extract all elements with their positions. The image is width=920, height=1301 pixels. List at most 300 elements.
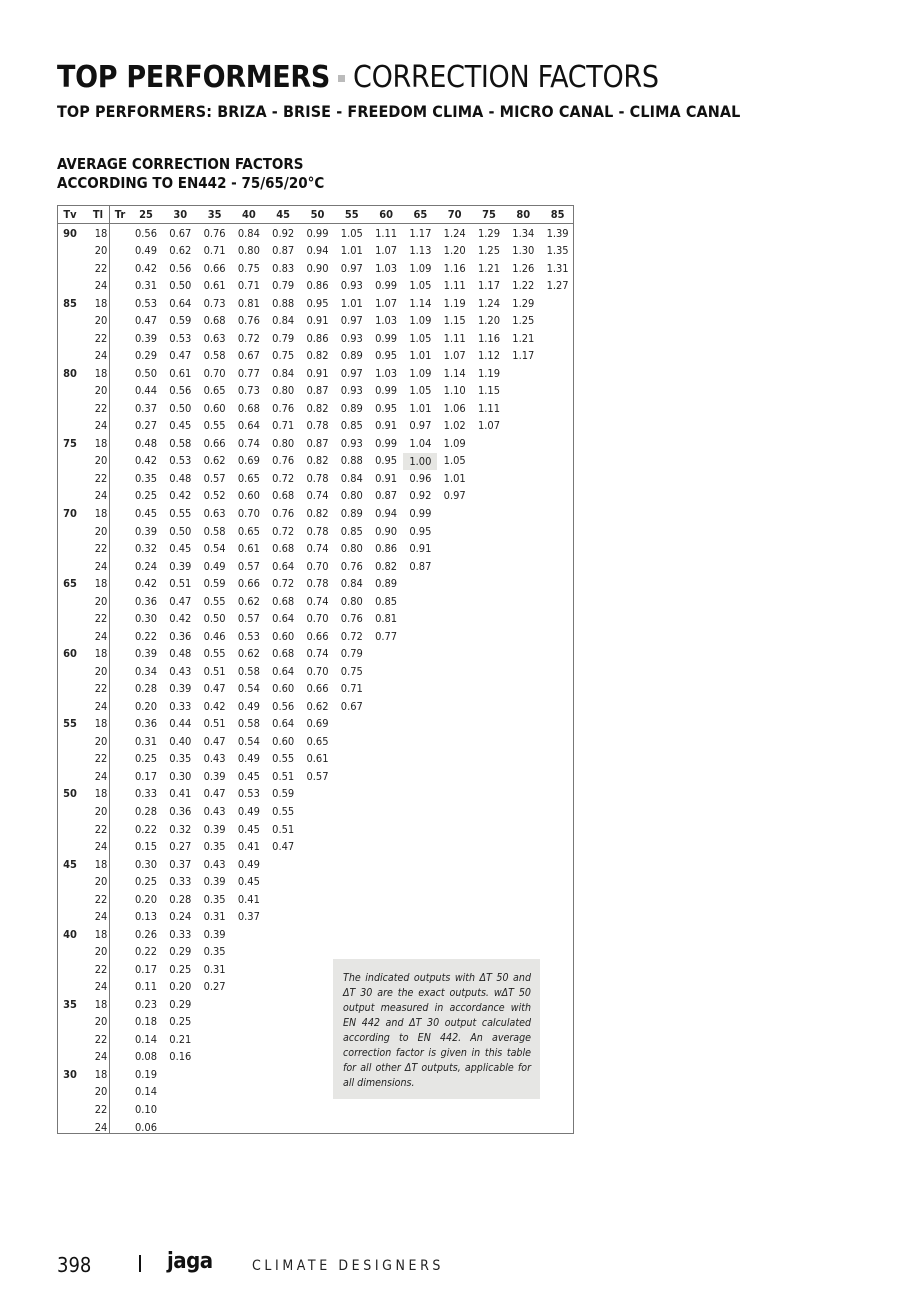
table-cell: 0.87 [306,436,329,450]
section-heading-line1: AVERAGE CORRECTION FACTORS [57,155,304,173]
table-cell: 0.47 [203,734,226,748]
table-cell: 1.01 [409,401,432,415]
table-cell: 0.13 [134,910,158,924]
row-tv-label: 35 [63,997,77,1011]
table-cell: 0.55 [203,594,226,608]
table-cell: 1.03 [375,314,398,328]
table-cell: 0.58 [203,524,226,538]
table-cell: 0.62 [169,244,192,258]
row-tl-label: 20 [94,875,108,889]
header-divider [58,223,573,224]
table-cell: 0.57 [203,471,226,485]
table-cell: 1.12 [477,349,501,363]
table-cell: 0.51 [203,664,226,678]
table-cell: 1.26 [512,261,535,275]
table-cell: 0.50 [169,401,192,415]
row-tl-label: 18 [94,577,108,591]
table-cell: 0.91 [306,314,329,328]
page-subtitle: TOP PERFORMERS: BRIZA - BRISE - FREEDOM CLIMA - MICRO CANAL - CLIMA CANAL [57,102,741,121]
table-cell: 0.25 [134,489,158,503]
table-cell: 0.84 [237,226,260,240]
table-cell: 0.45 [237,769,260,783]
table-cell: 0.65 [237,471,260,485]
table-cell: 0.39 [203,769,226,783]
header-column-35: 35 [207,207,222,221]
table-cell: 0.76 [340,612,363,626]
row-tl-label: 22 [94,471,108,485]
table-cell: 0.91 [375,471,398,485]
table-cell: 0.23 [134,997,158,1011]
table-cell: 1.13 [409,244,432,258]
table-cell: 0.25 [169,962,192,976]
table-cell: 0.78 [306,524,329,538]
table-cell: 0.87 [306,384,329,398]
table-cell: 0.19 [134,1067,158,1081]
table-cell: 1.29 [512,296,535,310]
row-tl-label: 22 [94,261,108,275]
table-cell: 0.56 [134,226,158,240]
table-cell: 0.87 [375,489,398,503]
table-cell: 1.07 [477,419,501,433]
table-cell: 0.35 [203,892,226,906]
table-cell: 0.53 [237,629,260,643]
table-cell: 0.97 [409,419,432,433]
table-cell: 0.82 [306,349,329,363]
table-cell: 0.50 [169,524,192,538]
table-cell: 0.24 [169,910,192,924]
table-cell: 1.07 [375,296,398,310]
table-cell: 0.99 [409,506,432,520]
table-cell: 1.05 [443,454,466,468]
table-cell: 0.45 [237,822,260,836]
header-column-50: 50 [310,207,325,221]
table-cell: 0.42 [134,577,158,591]
table-cell: 0.35 [134,471,158,485]
table-cell: 0.80 [340,594,363,608]
table-cell: 0.62 [306,699,329,713]
table-cell: 0.50 [134,366,158,380]
row-tl-label: 24 [94,559,108,573]
table-cell: 0.66 [306,682,329,696]
table-cell: 0.85 [375,594,398,608]
title-separator [338,75,345,82]
row-tl-label: 20 [94,1085,108,1099]
row-tl-label: 22 [94,962,108,976]
table-cell: 0.78 [306,419,329,433]
jaga-logo: jaga [167,1249,213,1274]
table-cell: 0.24 [134,559,158,573]
table-cell: 0.87 [409,559,432,573]
header-tv: Tv [63,207,77,221]
table-cell: 1.05 [340,226,363,240]
table-cell: 0.74 [306,594,329,608]
table-cell: 0.58 [169,436,192,450]
table-cell: 0.31 [134,279,158,293]
header-column-80: 80 [516,207,531,221]
table-cell: 0.32 [134,542,158,556]
table-cell: 0.47 [203,682,226,696]
table-cell: 0.74 [306,542,329,556]
table-cell: 0.99 [375,384,398,398]
table-cell: 0.73 [203,296,226,310]
table-cell: 0.54 [203,542,226,556]
row-tv-label: 85 [63,296,77,310]
table-cell: 0.55 [169,506,192,520]
table-cell: 0.86 [306,331,329,345]
table-cell: 0.52 [203,489,226,503]
table-cell: 0.84 [272,366,295,380]
table-cell: 0.55 [203,419,226,433]
row-tl-label: 18 [94,857,108,871]
table-cell: 0.76 [272,506,295,520]
table-cell: 0.11 [134,980,158,994]
table-cell: 0.78 [306,577,329,591]
table-cell: 1.34 [512,226,535,240]
table-cell: 0.75 [340,664,363,678]
table-cell: 0.71 [340,682,363,696]
row-tl-label: 20 [94,594,108,608]
table-cell: 0.74 [237,436,260,450]
table-cell: 0.39 [203,927,226,941]
table-cell: 0.53 [134,296,158,310]
table-cell: 0.47 [169,594,192,608]
row-tv-label: 55 [63,717,77,731]
table-cell: 0.76 [203,226,226,240]
row-tl-label: 18 [94,647,108,661]
table-cell: 0.49 [237,857,260,871]
row-tl-label: 20 [94,664,108,678]
table-cell: 1.01 [340,296,363,310]
table-cell: 0.84 [272,314,295,328]
table-cell: 1.07 [375,244,398,258]
footer-tagline: CLIMATE DESIGNERS [252,1258,445,1274]
table-cell: 0.44 [134,384,158,398]
table-cell: 0.85 [340,419,363,433]
row-tl-label: 24 [94,419,108,433]
table-cell: 1.03 [375,366,398,380]
table-cell: 0.68 [272,542,295,556]
table-cell: 0.96 [409,471,432,485]
table-cell: 1.21 [477,261,501,275]
table-cell: 1.15 [477,384,501,398]
table-cell: 1.01 [443,471,466,485]
table-cell: 0.08 [134,1050,158,1064]
table-cell: 0.61 [169,366,192,380]
table-cell: 0.76 [272,401,295,415]
table-cell: 1.05 [409,279,432,293]
table-cell: 0.39 [134,524,158,538]
table-cell: 0.57 [237,612,260,626]
table-cell: 0.93 [340,331,363,345]
table-cell: 0.97 [340,366,363,380]
table-cell: 0.99 [306,226,329,240]
table-cell: 0.61 [237,542,260,556]
table-cell: 0.95 [375,349,398,363]
table-cell: 0.20 [134,892,158,906]
table-cell: 0.35 [169,752,192,766]
table-cell: 0.57 [306,769,329,783]
row-tl-label: 18 [94,1067,108,1081]
row-tl-label: 20 [94,945,108,959]
title-light: CORRECTION FACTORS [353,60,659,95]
row-tl-label: 18 [94,296,108,310]
table-cell: 0.64 [169,296,192,310]
row-tl-label: 20 [94,734,108,748]
row-tv-label: 80 [63,366,77,380]
table-cell: 0.71 [272,419,295,433]
table-cell: 0.37 [237,910,260,924]
row-tl-label: 22 [94,822,108,836]
table-cell: 0.43 [203,857,226,871]
row-tv-label: 90 [63,226,77,240]
table-cell: 1.22 [512,279,535,293]
table-cell: 0.70 [306,612,329,626]
table-cell: 0.81 [237,296,260,310]
table-cell: 1.09 [409,314,432,328]
table-cell: 0.37 [169,857,192,871]
table-cell: 0.72 [272,471,295,485]
table-cell: 0.27 [134,419,158,433]
table-cell: 0.39 [203,822,226,836]
table-cell: 0.30 [134,857,158,871]
row-tv-label: 65 [63,577,77,591]
table-cell: 0.54 [237,682,260,696]
table-cell: 1.17 [512,349,535,363]
table-cell: 0.27 [203,980,226,994]
table-cell: 0.10 [134,1103,158,1116]
table-cell: 1.03 [375,261,398,275]
table-cell: 1.20 [477,314,501,328]
table-cell: 0.66 [203,261,226,275]
table-cell: 0.66 [306,629,329,643]
table-cell: 0.30 [134,612,158,626]
table-cell: 0.68 [272,489,295,503]
table-cell: 0.91 [306,366,329,380]
table-cell: 0.29 [134,349,158,363]
table-cell: 0.58 [237,664,260,678]
table-cell: 0.60 [203,401,226,415]
table-cell: 1.06 [443,401,466,415]
table-cell: 0.58 [203,349,226,363]
table-cell: 0.97 [340,314,363,328]
table-cell: 0.85 [340,524,363,538]
table-cell: 0.91 [375,419,398,433]
table-cell: 0.31 [134,734,158,748]
table-cell: 0.53 [237,787,260,801]
table-cell: 0.72 [340,629,363,643]
table-cell: 0.48 [134,436,158,450]
table-cell: 0.39 [134,331,158,345]
table-cell: 0.78 [306,471,329,485]
table-cell: 0.97 [443,489,466,503]
table-cell: 0.53 [169,331,192,345]
table-cell: 0.59 [203,577,226,591]
table-cell: 1.17 [409,226,432,240]
table-cell: 1.31 [546,261,569,275]
table-cell: 0.39 [169,559,192,573]
row-tl-label: 18 [94,927,108,941]
row-tl-label: 18 [94,717,108,731]
table-cell: 1.09 [409,366,432,380]
table-cell: 0.95 [409,524,432,538]
table-cell: 1.25 [477,244,501,258]
table-cell: 0.55 [272,752,295,766]
header-column-30: 30 [173,207,188,221]
table-cell: 1.35 [546,244,569,258]
table-cell: 0.64 [272,612,295,626]
row-tl-label: 24 [94,489,108,503]
table-cell: 0.56 [272,699,295,713]
table-cell: 0.84 [340,577,363,591]
table-cell: 1.25 [512,314,535,328]
table-cell: 0.92 [272,226,295,240]
table-cell: 1.29 [477,226,501,240]
table-cell: 0.28 [134,804,158,818]
table-cell: 1.09 [409,261,432,275]
table-cell: 0.51 [169,577,192,591]
table-cell: 0.34 [134,664,158,678]
row-tl-label: 18 [94,226,108,240]
table-cell: 0.73 [237,384,260,398]
table-cell: 0.62 [237,647,260,661]
table-cell: 1.20 [443,244,466,258]
table-cell: 0.76 [272,454,295,468]
table-cell: 0.80 [340,542,363,556]
row-tl-label: 22 [94,752,108,766]
table-cell: 0.79 [340,647,363,661]
table-cell: 0.60 [237,489,260,503]
table-cell: 0.66 [203,436,226,450]
table-cell: 0.79 [272,331,295,345]
row-tl-label: 24 [94,840,108,854]
row-tl-label: 20 [94,314,108,328]
table-cell: 0.69 [306,717,329,731]
table-cell: 1.16 [443,261,466,275]
section-heading-line2: ACCORDING TO EN442 - 75/65/20°C [57,174,325,192]
row-tl-label: 22 [94,682,108,696]
table-cell: 1.01 [409,349,432,363]
table-cell: 1.11 [477,401,501,415]
table-cell: 0.45 [169,419,192,433]
table-cell: 0.25 [134,875,158,889]
table-cell: 0.28 [134,682,158,696]
table-cell: 1.01 [340,244,363,258]
table-cell: 0.74 [306,489,329,503]
table-cell: 0.31 [203,910,226,924]
table-cell: 0.94 [375,506,398,520]
table-cell: 0.48 [169,647,192,661]
table-cell: 0.71 [203,244,226,258]
table-cell: 0.82 [306,401,329,415]
table-cell: 0.92 [409,489,432,503]
row-tl-label: 22 [94,1103,108,1116]
table-cell: 0.21 [169,1032,192,1046]
table-cell: 0.88 [272,296,295,310]
table-cell: 0.76 [340,559,363,573]
table-cell: 0.80 [272,436,295,450]
table-cell: 0.67 [237,349,260,363]
table-cell: 0.14 [134,1032,158,1046]
table-cell: 0.26 [134,927,158,941]
table-cell: 0.86 [375,542,398,556]
table-cell: 0.68 [237,401,260,415]
table-cell: 0.37 [134,401,158,415]
table-cell: 0.90 [306,261,329,275]
header-tr: Tr [114,207,126,221]
table-cell: 0.93 [340,384,363,398]
table-cell: 0.95 [375,454,398,468]
row-tl-label: 24 [94,769,108,783]
row-tl-label: 22 [94,401,108,415]
table-cell: 0.75 [237,261,260,275]
table-cell: 0.71 [237,279,260,293]
page-title [57,60,659,96]
table-cell: 0.75 [272,349,295,363]
row-tv-label: 60 [63,647,77,661]
table-cell: 0.51 [272,822,295,836]
table-cell: 0.56 [169,384,192,398]
table-cell: 0.89 [340,349,363,363]
table-cell: 0.33 [134,787,158,801]
table-cell: 0.77 [375,629,398,643]
table-cell: 0.64 [272,717,295,731]
header-column-75: 75 [482,207,496,221]
row-tl-label: 22 [94,892,108,906]
table-cell: 0.33 [169,875,192,889]
row-tl-label: 22 [94,612,108,626]
table-cell: 0.87 [272,244,295,258]
table-cell: 0.97 [340,261,363,275]
table-cell: 0.58 [237,717,260,731]
table-cell: 0.17 [134,769,158,783]
table-cell: 0.61 [306,752,329,766]
table-cell: 0.72 [237,331,260,345]
row-tl-label: 18 [94,366,108,380]
note-box: The indicated outputs with ΔT 50 and ΔT 30 are the exact outputs. wΔT 50 output measured in accordance with EN 442 and ΔT 30 output calculated according to EN 442. An average correction factor is given in this table for all other ΔT outputs, applicable for all dimensions. [333,959,540,1099]
title-bold: TOP PERFORMERS [57,60,331,95]
table-cell: 0.20 [169,980,192,994]
table-cell: 1.09 [443,436,466,450]
table-cell: 0.70 [306,559,329,573]
table-cell: 0.74 [306,647,329,661]
table-cell: 0.95 [306,296,329,310]
table-cell: 0.99 [375,279,398,293]
table-cell: 0.35 [203,840,226,854]
table-cell: 1.14 [409,296,432,310]
table-cell: 0.63 [203,506,226,520]
table-cell: 0.72 [272,524,295,538]
highlighted-cell: 1.00 [403,453,437,470]
table-cell: 1.11 [375,226,398,240]
table-cell: 1.05 [409,331,432,345]
row-tl-label: 24 [94,1120,108,1134]
table-cell: 0.25 [169,1015,192,1029]
table-cell: 0.43 [203,752,226,766]
table-cell: 0.51 [203,717,226,731]
row-tv-label: 40 [63,927,77,941]
table-cell: 0.28 [169,892,192,906]
table-cell: 0.60 [272,734,295,748]
table-cell: 0.94 [306,244,329,258]
table-cell: 0.47 [134,314,158,328]
table-cell: 0.80 [340,489,363,503]
table-cell: 0.18 [134,1015,158,1029]
table-cell: 0.65 [203,384,226,398]
table-cell: 0.82 [306,506,329,520]
table-cell: 0.77 [237,366,260,380]
table-cell: 0.33 [169,699,192,713]
table-cell: 0.41 [237,892,260,906]
